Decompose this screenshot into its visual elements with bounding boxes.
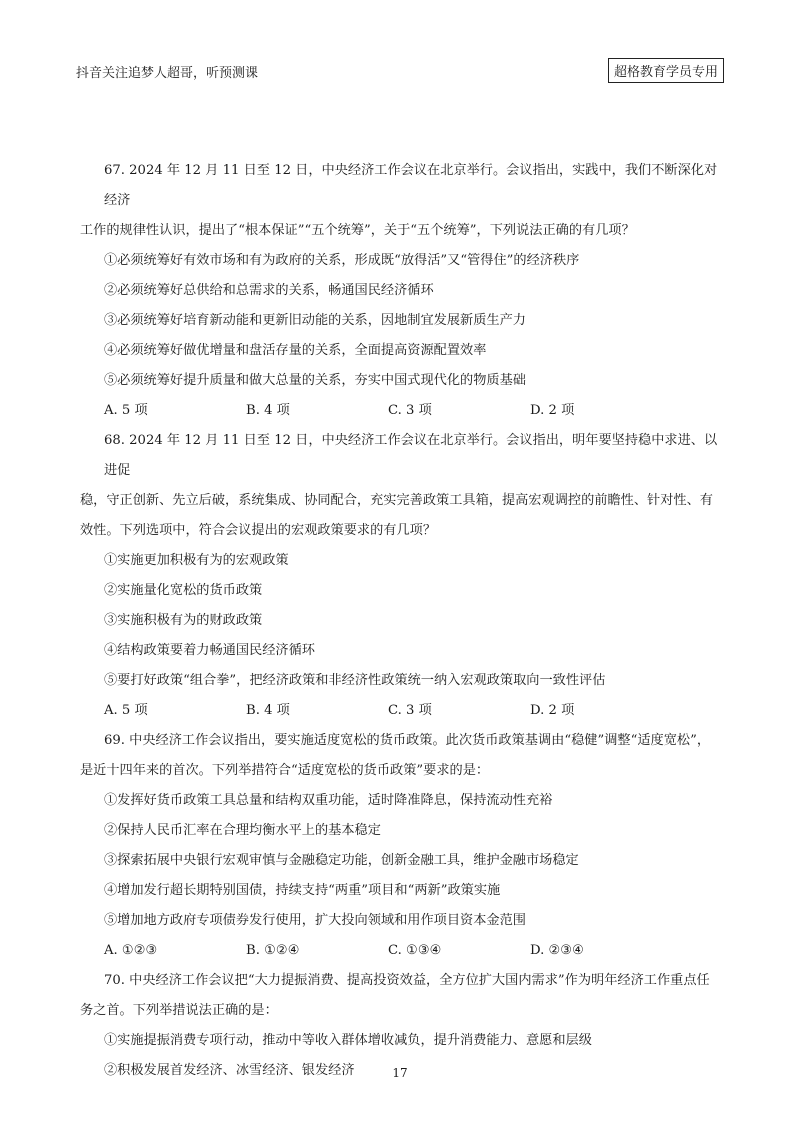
answer-option[interactable]: C. 3 项 <box>388 703 432 718</box>
answer-option[interactable]: A. 5 项 <box>104 403 148 418</box>
question-list <box>80 156 724 1086</box>
statement-item: ④必须统筹好做优增量和盘活存量的关系，全面提高资源配置效率 <box>104 343 487 358</box>
question-stem-continued: 工作的规律性认识，提出了“根本保证”“五个统筹”，关于“五个统筹”，下列说法正确的有几项？ <box>80 223 635 238</box>
answer-option[interactable]: D. ②③④ <box>530 943 584 958</box>
answer-option[interactable]: A. 5 项 <box>104 703 148 718</box>
question-stem: 68. 2024 年 12 月 11 日至 12 日，中央经济工作会议在北京举行。会议指出，明年要坚持稳中求进、以进促 <box>104 433 718 478</box>
statement-item: ①实施更加积极有为的宏观政策 <box>104 553 289 568</box>
answer-option[interactable]: B. 4 项 <box>246 703 290 718</box>
question-stem: 69. 中央经济工作会议指出，要实施适度宽松的货币政策。此次货币政策基调由“稳健”调整“适度宽松”， <box>104 733 711 748</box>
question-stem-continued: 是近十四年来的首次。下列举措符合“适度宽松的货币政策”要求的是： <box>80 763 490 778</box>
answer-option[interactable]: B. 4 项 <box>246 403 290 418</box>
question-block <box>80 426 724 726</box>
answer-option[interactable]: C. 3 项 <box>388 403 432 418</box>
statement-item: ①发挥好货币政策工具总量和结构双重功能，适时降准降息，保持流动性充裕 <box>104 793 553 808</box>
statement-item: ③实施积极有为的财政政策 <box>104 613 263 628</box>
statement-item: ①实施提振消费专项行动，推动中等收入群体增收减负，提升消费能力、意愿和层级 <box>104 1033 592 1048</box>
question-stem-continued: 效性。下列选项中，符合会议提出的宏观政策要求的有几项？ <box>80 523 437 538</box>
question-stem-continued: 务之首。下列举措说法正确的是： <box>80 1003 278 1018</box>
statement-item: ②实施量化宽松的货币政策 <box>104 583 263 598</box>
statement-item: ④结构政策要着力畅通国民经济循环 <box>104 643 315 658</box>
statement-item: ②必须统筹好总供给和总需求的关系，畅通国民经济循环 <box>104 283 434 298</box>
answer-options <box>104 396 724 426</box>
header-left-text: 抖音关注追梦人超哥，听预测课 <box>76 66 259 81</box>
answer-options <box>104 936 724 966</box>
header-badge: 超格教育学员专用 <box>608 58 724 83</box>
question-stem: 70. 中央经济工作会议把“大力提振消费、提高投资效益，全方位扩大国内需求”作为明年经济工作重点任 <box>104 973 710 988</box>
statement-item: ④增加发行超长期特别国债，持续支持“两重”项目和“两新”政策实施 <box>104 883 501 898</box>
statement-item: ③探索拓展中央银行宏观审慎与金融稳定功能，创新金融工具，维护金融市场稳定 <box>104 853 579 868</box>
question-stem: 67. 2024 年 12 月 11 日至 12 日，中央经济工作会议在北京举行。会议指出，实践中，我们不断深化对经济 <box>104 163 718 208</box>
question-block <box>80 156 724 426</box>
answer-option[interactable]: D. 2 项 <box>530 403 575 418</box>
answer-option[interactable]: B. ①②④ <box>246 943 300 958</box>
question-block <box>80 726 724 966</box>
statement-item: ①必须统筹好有效市场和有为政府的关系，形成既“放得活”又“管得住”的经济秩序 <box>104 253 580 268</box>
statement-item: ⑤要打好政策“组合拳”，把经济政策和非经济性政策统一纳入宏观政策取向一致性评估 <box>104 673 606 688</box>
answer-option[interactable]: C. ①③④ <box>388 943 442 958</box>
answer-option[interactable]: A. ①②③ <box>104 943 158 958</box>
statement-item: ②保持人民币汇率在合理均衡水平上的基本稳定 <box>104 823 381 838</box>
statement-item: ③必须统筹好培育新动能和更新旧动能的关系，因地制宜发展新质生产力 <box>104 313 526 328</box>
statement-item: ⑤必须统筹好提升质量和做大总量的关系，夯实中国式现代化的物质基础 <box>104 373 526 388</box>
answer-options <box>104 696 724 726</box>
statement-item: ⑤增加地方政府专项债券发行使用，扩大投向领域和用作项目资本金范围 <box>104 913 526 928</box>
answer-option[interactable]: D. 2 项 <box>530 703 575 718</box>
statement-item: ②积极发展首发经济、冰雪经济、银发经济 <box>104 1063 355 1078</box>
question-stem-continued: 稳，守正创新、先立后破，系统集成、协同配合，充实完善政策工具箱，提高宏观调控的前瞻性、针对性、有 <box>80 493 713 508</box>
page-number: 17 <box>392 1066 408 1080</box>
